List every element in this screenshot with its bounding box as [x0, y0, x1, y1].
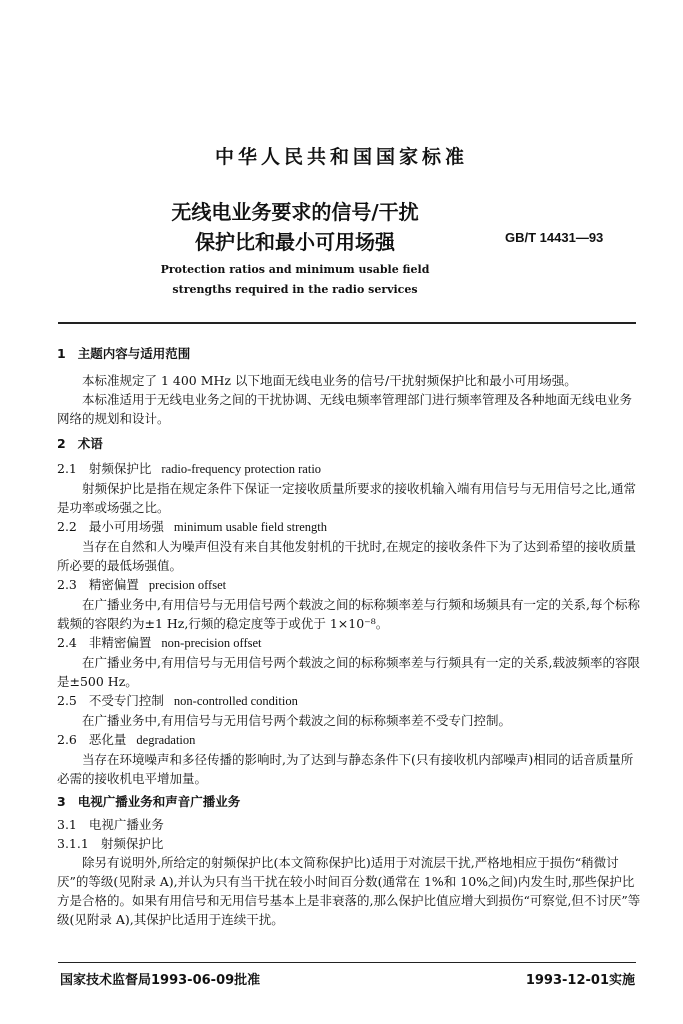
- document-body: [57, 344, 642, 929]
- section-title: 电视广播业务和声音广播业务: [77, 794, 241, 809]
- section-number: 2: [57, 436, 66, 451]
- paragraph: 在广播业务中,有用信号与无用信号两个载波之间的标称频率差与行频和场频具有一定的关系,每个标称载频的容限约为±1 Hz,行频的稳定度等于或优于 1×10⁻⁸。: [57, 597, 640, 631]
- term-heading: [57, 730, 642, 750]
- paragraph: 射频保护比是指在规定条件下保证一定接收质量所要求的接收机输入端有用信号与无用信号之比,通常是功率或场强之比。: [57, 481, 636, 515]
- term-number: 2.6: [57, 732, 77, 747]
- section-heading-2: [57, 434, 642, 453]
- subsection-number: 3.1.1: [57, 836, 89, 851]
- paragraph: 当存在自然和人为噪声但没有来自其他发射机的干扰时,在规定的接收条件下为了达到希望的接收质量所必要的最低场强值。: [57, 539, 636, 573]
- term-title: 不受专门控制: [88, 693, 164, 708]
- term-heading: [57, 691, 642, 711]
- section-number: 1: [57, 346, 66, 361]
- term-english: non-precision offset: [161, 636, 262, 650]
- section-title: 主题内容与适用范围: [77, 346, 191, 361]
- term-english: non-controlled condition: [173, 694, 298, 708]
- term-number: 2.2: [57, 519, 77, 534]
- section-title: 术语: [77, 436, 103, 451]
- section-heading-3: [57, 792, 642, 811]
- section-number: 3: [57, 794, 66, 809]
- subsection-title: 电视广播业务: [88, 817, 164, 832]
- approval-date: 国家技术监督局1993-06-09批准: [60, 973, 261, 988]
- paragraph: 除另有说明外,所给定的射频保护比(本文简称保护比)适用于对流层干扰,严格地相应于损伤“稍微讨厌”的等级(见附录 A),并认为只有当干扰在较小时间百分数(通常在 1%和 10%之间)内发生时,那些保护比方是合格的。如果有用信号和无用信号基本上是非衰落的,那么保护比值应增大到损伤“可察觉,但不讨厌”等级(见附录 A),其保护比适用于连续干扰。: [57, 855, 641, 927]
- term-number: 2.3: [57, 577, 77, 592]
- paragraph: 在广播业务中,有用信号与无用信号两个载波之间的标称频率差不受专门控制。: [82, 713, 511, 728]
- term-heading: [57, 575, 642, 595]
- section-heading-1: [57, 344, 642, 363]
- term-heading: [57, 459, 642, 479]
- term-title: 恶化量: [88, 732, 127, 747]
- term-heading: [57, 517, 642, 537]
- paragraph: 当存在环境噪声和多径传播的影响时,为了达到与静态条件下(只有接收机内部噪声)相同的话音质量所必需的接收机电平增加量。: [57, 752, 634, 786]
- term-heading: [57, 633, 642, 653]
- term-english: precision offset: [148, 578, 227, 592]
- term-number: 2.1: [57, 461, 77, 476]
- subsection-heading: [57, 834, 642, 853]
- standard-title-line2: 保护比和最小可用场强: [195, 230, 395, 254]
- footer-divider: [58, 962, 636, 963]
- paragraph: 本标准规定了 1 400 MHz 以下地面无线电业务的信号/干扰射频保护比和最小可用场强。: [82, 373, 577, 388]
- paragraph: 在广播业务中,有用信号与无用信号两个载波之间的标称频率差与行频具有一定的关系,载波频率的容限是±500 Hz。: [57, 655, 640, 689]
- standard-title-line1: 无线电业务要求的信号/干扰: [171, 200, 419, 224]
- issuing-organization: 中华人民共和国国家标准: [214, 146, 468, 168]
- term-title: 最小可用场强: [88, 519, 164, 534]
- subsection-number: 3.1: [57, 817, 77, 832]
- term-title: 精密偏置: [88, 577, 139, 592]
- term-title: 射频保护比: [88, 461, 152, 476]
- term-english: minimum usable field strength: [173, 520, 328, 534]
- term-number: 2.4: [57, 635, 77, 650]
- english-title-line1: Protection ratios and minimum usable field: [160, 263, 430, 276]
- term-english: radio-frequency protection ratio: [161, 462, 322, 476]
- english-title-line2: strengths required in the radio services: [172, 283, 418, 296]
- standard-code: GB/T 14431—93: [505, 230, 604, 245]
- term-number: 2.5: [57, 693, 77, 708]
- effective-date: 1993-12-01实施: [525, 973, 635, 988]
- term-title: 非精密偏置: [88, 635, 152, 650]
- term-english: degradation: [136, 733, 196, 747]
- subsection-heading: [57, 815, 642, 834]
- subsection-title: 射频保护比: [100, 836, 164, 851]
- paragraph: 本标准适用于无线电业务之间的干扰协调、无线电频率管理部门进行频率管理及各种地面无线电业务网络的规划和设计。: [57, 392, 633, 426]
- header-divider: [58, 322, 636, 324]
